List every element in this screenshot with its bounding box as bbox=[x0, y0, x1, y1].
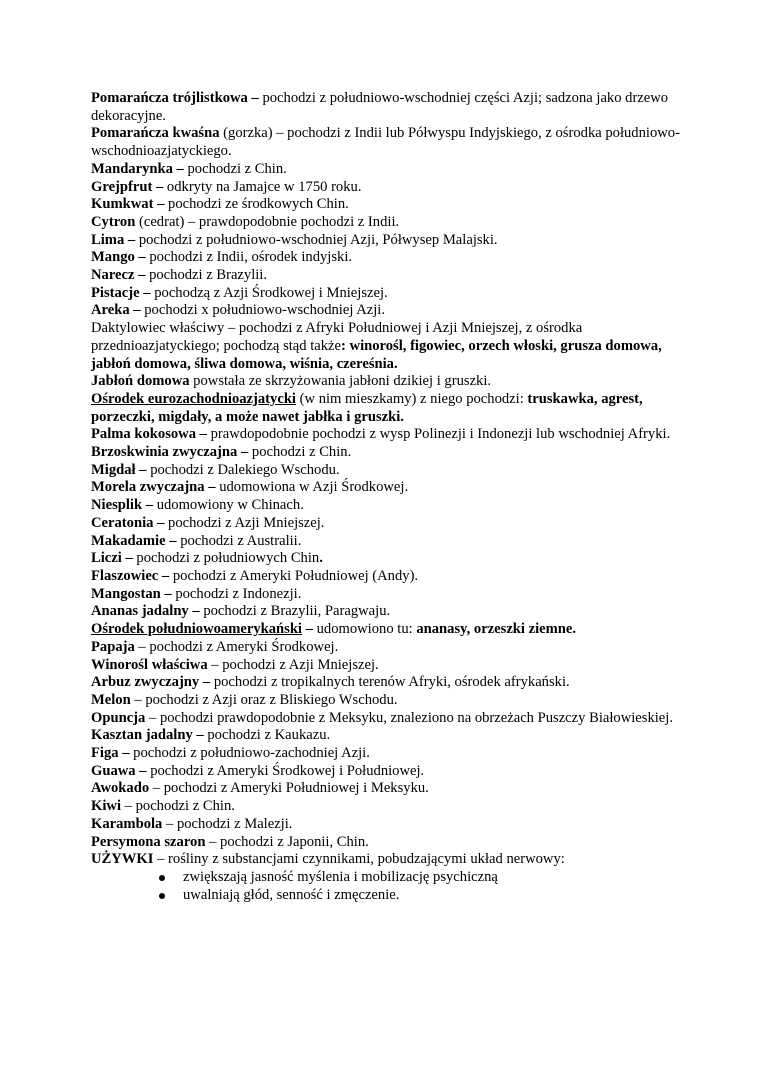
entry-run: Pomarańcza trójlistkowa – bbox=[91, 90, 259, 106]
entry-run: Brzoskwinia zwyczajna – bbox=[91, 444, 249, 461]
entry-paragraph bbox=[91, 603, 700, 621]
entry-run: pochodzi x południowo-wschodniej Azji. bbox=[140, 302, 386, 319]
entry-run: Mango – bbox=[91, 249, 146, 266]
entry-run: pochodzi z Dalekiego Wschodu. bbox=[146, 461, 340, 478]
entry-run: Awokado bbox=[91, 780, 150, 797]
entry-paragraph bbox=[91, 426, 700, 444]
entry-run: pochodzi z Ameryki Południowej (Andy). bbox=[169, 567, 419, 584]
entry-paragraph bbox=[91, 550, 700, 568]
entry-run: – pochodzi z Ameryki Środkowej. bbox=[134, 638, 339, 655]
entry-paragraph bbox=[91, 657, 700, 675]
entry-run: Morela zwyczajna – bbox=[91, 479, 216, 496]
entry-paragraph bbox=[91, 214, 700, 232]
entry-run: Liczi – bbox=[91, 550, 133, 567]
entry-run: – pochodzi prawdopodobnie z Meksyku, znaleziono na obrzeżach Puszczy Białowieskiej. bbox=[145, 709, 673, 726]
entry-run: Daktylowiec właściwy – pochodzi z Afryki Południowej i Azji Mniejszej, z ośrodka przednioazjatyckiego; pochodzą stąd także bbox=[91, 320, 583, 354]
entry-run-wrapper bbox=[91, 391, 296, 407]
entry-run: – rośliny z substancjami czynnikami, pobudzającymi układ nerwowy: bbox=[153, 851, 565, 868]
entry-run: truskawka, agrest, porzeczki, migdały, a może nawet jabłka i gruszki. bbox=[91, 390, 643, 425]
entry-run: Flaszowiec – bbox=[91, 567, 170, 584]
entry-run: UŻYWKI bbox=[91, 851, 154, 868]
entries-list bbox=[91, 90, 700, 869]
entry-run: pochodzi z Azji Mniejszej. bbox=[164, 514, 325, 531]
entry-run: ananasy, orzeszki ziemne. bbox=[416, 621, 577, 638]
entry-run: Opuncja bbox=[91, 709, 146, 726]
entry-run-wrapper bbox=[91, 621, 302, 637]
entry-run: Kiwi bbox=[91, 798, 121, 815]
entry-run: – bbox=[302, 621, 313, 638]
entry-run: (w nim mieszkamy) z niego pochodzi: bbox=[296, 390, 528, 407]
entry-paragraph bbox=[91, 763, 700, 781]
entry-run: pochodzi z południowo-wschodniej Azji, Półwysep Malajski. bbox=[135, 231, 498, 248]
entry-run: pochodzi z Chin. bbox=[248, 444, 352, 461]
entry-run: – pochodzi z Japonii, Chin. bbox=[205, 833, 369, 850]
entry-paragraph bbox=[91, 834, 700, 852]
entry-run: Melon bbox=[91, 691, 131, 708]
entry-run: . bbox=[319, 550, 323, 567]
entry-paragraph bbox=[91, 780, 700, 798]
entry-run: – pochodzi z Malezji. bbox=[162, 815, 293, 832]
entry-run: pochodzi z południowych Chin bbox=[132, 550, 320, 567]
entry-run: (cedrat) – prawdopodobnie pochodzi z Indii. bbox=[135, 213, 400, 230]
entry-run: Cytron bbox=[91, 213, 136, 230]
bullet-dot-icon bbox=[159, 893, 165, 899]
entry-paragraph bbox=[91, 568, 700, 586]
entry-run: pochodzi z Brazylii. bbox=[145, 267, 268, 284]
bullet-item bbox=[159, 869, 700, 887]
entry-paragraph bbox=[91, 692, 700, 710]
entry-run: Grejpfrut – bbox=[91, 178, 164, 195]
entry-run: odkryty na Jamajce w 1750 roku. bbox=[163, 178, 362, 195]
entry-run: – pochodzi z Ameryki Południowej i Meksyku. bbox=[149, 780, 429, 797]
entry-run: Persymona szaron bbox=[91, 833, 206, 850]
entry-run: (gorzka) – pochodzi z Indii lub Półwyspu Indyjskiego, z ośrodka południowo-wschodnioazjatyckiego. bbox=[91, 125, 680, 160]
entry-paragraph bbox=[91, 179, 700, 197]
entry-run: pochodzi z Kaukazu. bbox=[203, 727, 331, 744]
entry-run: pochodzi z południowo-wschodniej części Azji; sadzona jako drzewo dekoracyjne. bbox=[91, 90, 669, 124]
entry-run: – pochodzi z Chin. bbox=[121, 798, 235, 815]
entry-run: Kumkwat – bbox=[91, 196, 165, 213]
entry-run: Pistacje – bbox=[91, 284, 151, 301]
entry-paragraph bbox=[91, 639, 700, 657]
entry-paragraph bbox=[91, 161, 700, 179]
bullet-text: zwiększają jasność myślenia i mobilizację psychiczną bbox=[183, 868, 498, 885]
entry-paragraph bbox=[91, 232, 700, 250]
entry-paragraph bbox=[91, 851, 700, 869]
entry-run: Ośrodek południowoamerykański bbox=[91, 621, 302, 638]
entry-paragraph bbox=[91, 745, 700, 763]
entry-paragraph bbox=[91, 710, 700, 728]
entry-run: Mangostan – bbox=[91, 585, 172, 602]
entry-paragraph bbox=[91, 373, 700, 391]
entry-run: prawdopodobnie pochodzi z wysp Polinezji i Indonezji lub wschodniej Afryki. bbox=[206, 426, 671, 443]
bullet-dot-icon bbox=[159, 875, 165, 881]
entry-run: pochodzą z Azji Środkowej i Mniejszej. bbox=[150, 284, 388, 301]
entry-paragraph bbox=[91, 674, 700, 692]
entry-run: udomowiona w Azji Środkowej. bbox=[215, 479, 409, 496]
entry-paragraph bbox=[91, 125, 700, 160]
entry-run: Niesplik – bbox=[91, 497, 154, 514]
bullet-item bbox=[159, 887, 700, 905]
entry-paragraph bbox=[91, 727, 700, 745]
entry-run: – pochodzi z Azji oraz z Bliskiego Wschodu. bbox=[130, 691, 398, 708]
entry-run: pochodzi z Ameryki Środkowej i Południowej. bbox=[146, 762, 425, 779]
entry-paragraph bbox=[91, 497, 700, 515]
entry-run: Pomarańcza kwaśna bbox=[91, 125, 220, 142]
entry-paragraph bbox=[91, 302, 700, 320]
entry-paragraph bbox=[91, 444, 700, 462]
entry-run: pochodzi z Australii. bbox=[176, 532, 302, 549]
entry-paragraph bbox=[91, 462, 700, 480]
entry-paragraph bbox=[91, 320, 700, 373]
entry-run: pochodzi z Indii, ośrodek indyjski. bbox=[145, 249, 353, 266]
entry-run: Areka – bbox=[91, 302, 141, 319]
entry-run: pochodzi z Chin. bbox=[183, 160, 287, 177]
entry-paragraph bbox=[91, 816, 700, 834]
entry-run: Mandarynka – bbox=[91, 160, 184, 177]
entry-run: Palma kokosowa – bbox=[91, 426, 207, 443]
entry-run: pochodzi z Brazylii, Paragwaju. bbox=[199, 603, 391, 620]
entry-run: Ananas jadalny – bbox=[91, 603, 200, 620]
entry-run: Karambola bbox=[91, 815, 163, 832]
entry-run: udomowiony w Chinach. bbox=[153, 497, 304, 514]
entry-paragraph bbox=[91, 285, 700, 303]
entry-paragraph bbox=[91, 391, 700, 426]
bullet-list bbox=[91, 869, 700, 904]
entry-paragraph bbox=[91, 586, 700, 604]
entry-paragraph bbox=[91, 90, 700, 125]
entry-run: pochodzi ze środkowych Chin. bbox=[164, 196, 349, 213]
entry-run: udomowiono tu: bbox=[312, 621, 417, 638]
entry-run: – pochodzi z Azji Mniejszej. bbox=[207, 656, 379, 673]
entry-run: Lima – bbox=[91, 231, 136, 248]
entry-paragraph bbox=[91, 479, 700, 497]
entry-run: pochodzi z południowo-zachodniej Azji. bbox=[129, 745, 370, 762]
entry-run: Narecz – bbox=[91, 267, 146, 284]
bullet-text: uwalniają głód, senność i zmęczenie. bbox=[183, 886, 400, 903]
entry-paragraph bbox=[91, 621, 700, 639]
entry-paragraph bbox=[91, 249, 700, 267]
entry-run: : winorośl, figowiec, orzech włoski, grusza domowa, jabłoń domowa, śliwa domowa, wiśnia, czereśnia. bbox=[91, 337, 662, 372]
entry-paragraph bbox=[91, 196, 700, 214]
entry-run: Makadamie – bbox=[91, 532, 177, 549]
entry-run: Papaja bbox=[91, 638, 135, 655]
entry-run: pochodzi z Indonezji. bbox=[171, 585, 302, 602]
entry-paragraph bbox=[91, 533, 700, 551]
entry-paragraph bbox=[91, 798, 700, 816]
entry-run: Figa – bbox=[91, 745, 130, 762]
entry-run: pochodzi z tropikalnych terenów Afryki, ośrodek afrykański. bbox=[210, 674, 570, 691]
entry-run: Guawa – bbox=[91, 762, 147, 779]
entry-run: Arbuz zwyczajny – bbox=[91, 674, 211, 691]
entry-paragraph bbox=[91, 267, 700, 285]
entry-paragraph bbox=[91, 515, 700, 533]
entry-run: Jabłoń domowa bbox=[91, 373, 190, 390]
entry-run: Kasztan jadalny – bbox=[91, 727, 204, 744]
entry-run: Migdał – bbox=[91, 461, 147, 478]
entry-run: Ceratonia – bbox=[91, 514, 165, 531]
entry-run: Ośrodek eurozachodnioazjatycki bbox=[91, 390, 296, 407]
entry-run: powstała ze skrzyżowania jabłoni dzikiej i gruszki. bbox=[189, 373, 492, 390]
entry-run: Winorośl właściwa bbox=[91, 656, 208, 673]
